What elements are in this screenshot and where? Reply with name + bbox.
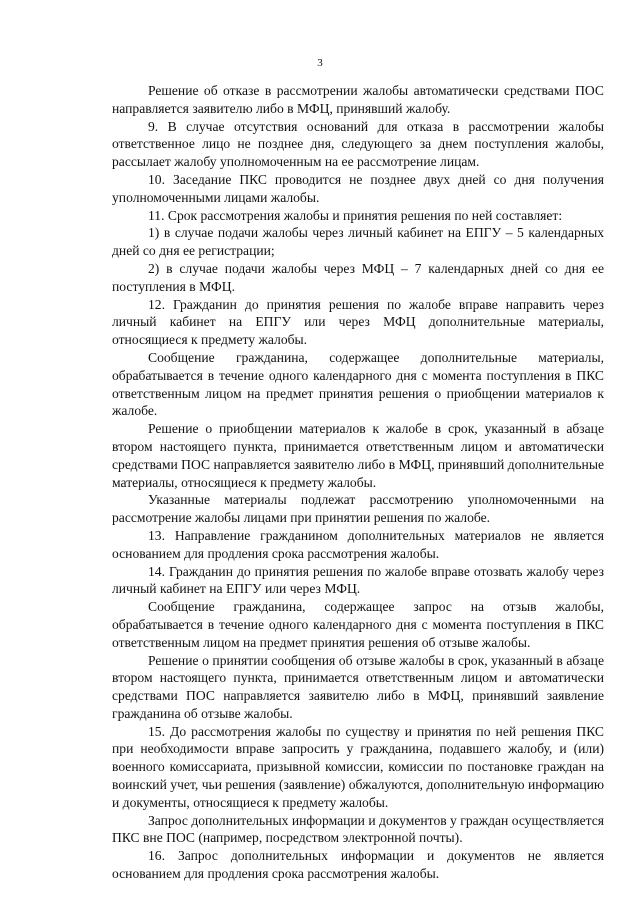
paragraph: 2) в случае подачи жалобы через МФЦ – 7 календарных дней со дня ее поступления в МФЦ.	[112, 260, 604, 294]
paragraph: 15. До рассмотрения жалобы по существу и принятия по ней решения ПКС при необходимости вправе запросить у гражданина, подавшего жалобу, и (или) военного комиссариата, призывной комиссии, комиссии по постановке граждан на воинский учет, чьи решения (заявление) обжалуются, дополнительную информацию и документы, относящиеся к предмету жалобы.	[112, 723, 604, 810]
paragraph: Указанные материалы подлежат рассмотрению уполномоченными на рассмотрение жалобы лицами при принятии решения по жалобе.	[112, 492, 604, 526]
paragraph: Решение об отказе в рассмотрении жалобы автоматически средствами ПОС направляется заявителю либо в МФЦ, принявший жалобу.	[112, 83, 604, 116]
paragraph: Сообщение гражданина, содержащее запрос на отзыв жалобы, обрабатывается в течение одного календарного дня с момента поступления в ПКС ответственным лицом на предмет принятия решения об отзыве жалобы.	[112, 599, 604, 650]
paragraph: Решение о приобщении материалов к жалобе в срок, указанный в абзаце втором настоящего пункта, принимается ответственным лицом и автоматически средствами ПОС направляется заявителю либо в МФЦ, принявший дополнительные материалы, относящиеся к предмету жалобы.	[112, 421, 604, 490]
paragraph: Решение о принятии сообщения об отзыве жалобы в срок, указанный в абзаце втором настоящего пункта, принимается ответственным лицом и автоматически средствами ПОС направляется заявителю либо в МФЦ, принявший заявление гражданина об отзыве жалобы.	[112, 652, 604, 721]
paragraph: 10. Заседание ПКС проводится не позднее двух дней со дня получения уполномоченными лицами жалобы.	[112, 171, 604, 205]
paragraph: 13. Направление гражданином дополнительных материалов не является основанием для продления срока рассмотрения жалобы.	[112, 527, 604, 561]
paragraph: 11. Срок рассмотрения жалобы и принятия решения по ней составляет:	[148, 207, 563, 223]
paragraph: 16. Запрос дополнительных информации и документов не является основанием для продления срока рассмотрения жалобы.	[112, 848, 604, 882]
paragraph: 14. Гражданин до принятия решения по жалобе вправе отозвать жалобу через личный кабинет на ЕПГУ или через МФЦ.	[112, 563, 604, 597]
document-body	[112, 82, 604, 883]
paragraph: 9. В случае отсутствия оснований для отказа в рассмотрении жалобы ответственное лицо не позднее дня, следующего за днем поступления жалобы, рассылает жалобу уполномоченным на ее рассмотрение лицам.	[112, 118, 604, 170]
page-number: 3	[317, 57, 323, 69]
paragraph: 12. Гражданин до принятия решения по жалобе вправе направить через личный кабинет на ЕПГУ или через МФЦ дополнительные материалы, относящиеся к предмету жалобы.	[112, 296, 604, 348]
paragraph: 1) в случае подачи жалобы через личный кабинет на ЕПГУ – 5 календарных дней со дня ее регистрации;	[112, 225, 604, 259]
paragraph: Запрос дополнительных информации и документов у граждан осуществляется ПКС вне ПОС (например, посредством электронной почты).	[112, 812, 604, 846]
paragraph: Сообщение гражданина, содержащее дополнительные материалы, обрабатывается в течение одного календарного дня с момента поступления в ПКС ответственным лицом на предмет принятия решения о приобщении материалов к жалобе.	[112, 349, 604, 419]
